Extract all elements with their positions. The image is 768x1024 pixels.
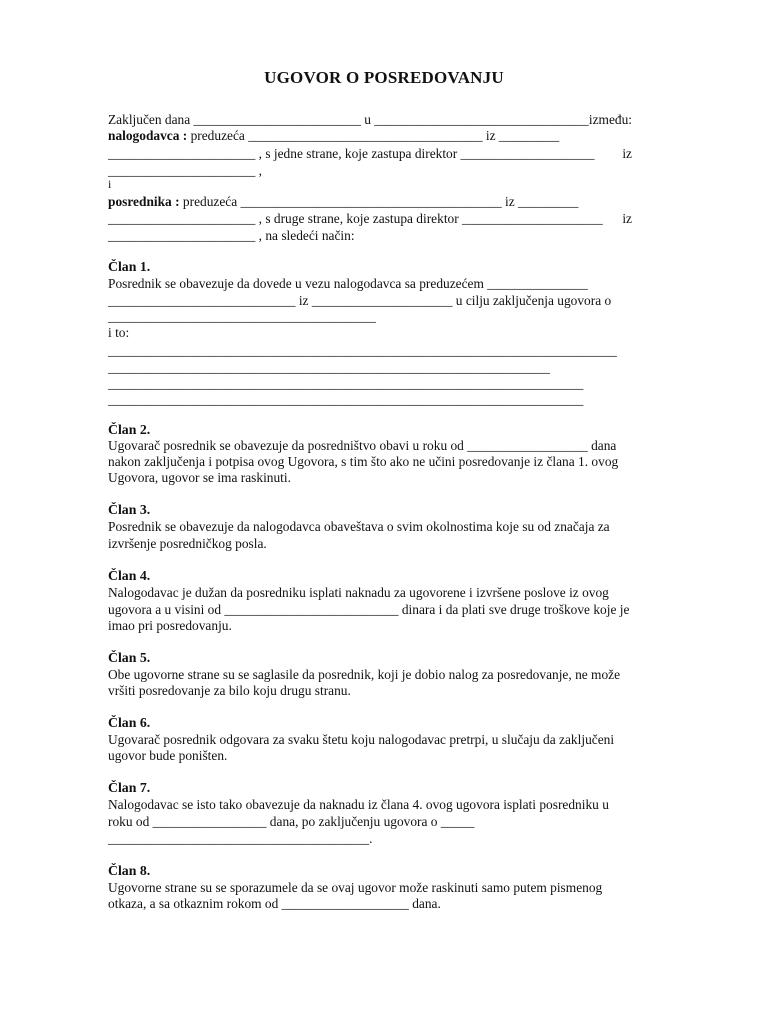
article-5-heading: Član 5. bbox=[108, 650, 151, 665]
article-2-heading: Član 2. bbox=[108, 422, 151, 437]
article-4-line: imao pri posredovanju. bbox=[108, 618, 232, 633]
article-1-line: __________________________________________________________________ bbox=[108, 360, 550, 375]
article-8-line: otkaza, a sa otkaznim rokom od ___________________ dana. bbox=[108, 896, 441, 911]
article-8-heading: Član 8. bbox=[108, 863, 151, 878]
intro-line-4: ______________________ , bbox=[108, 163, 262, 178]
intro-line-3-end: iz bbox=[622, 146, 632, 161]
intro-line-6 bbox=[108, 193, 578, 210]
article-4-line: Nalogodavac je dužan da posredniku isplati naknadu za ugovorene i izvršene poslove iz ovog bbox=[108, 585, 609, 600]
article-6-line: ugovor bude poništen. bbox=[108, 748, 228, 763]
article-1-line: _______________________________________________________________________ bbox=[108, 376, 584, 391]
article-1-line: Posrednik se obavezuje da dovede u vezu nalogodavca sa preduzećem _______________ bbox=[108, 276, 588, 291]
article-6-heading: Član 6. bbox=[108, 715, 151, 730]
article-3-line: Posrednik se obavezuje da nalogodavca obaveštava o svim okolnostima koje su od značaja za bbox=[108, 519, 610, 534]
intro-line-1 bbox=[108, 111, 632, 128]
article-1-line: _______________________________________________________________________ bbox=[108, 392, 584, 407]
article-3-line: izvršenje posredničkog posla. bbox=[108, 536, 267, 551]
article-6-line: Ugovarač posrednik odgovara za svaku štetu koju nalogodavac pretrpi, u slučaju da zaključeni bbox=[108, 732, 615, 747]
article-7-line: roku od _________________ dana, po zaključenju ugovora o _____ bbox=[108, 814, 475, 829]
document-title: UGOVOR O POSREDOVANJU bbox=[264, 68, 504, 87]
intro-line-7-text: ______________________ , s druge strane, koje zastupa direktor _____________________ bbox=[108, 211, 603, 226]
article-7-line: Nalogodavac se isto tako obavezuje da naknadu iz člana 4. ovog ugovora isplati posredniku u bbox=[108, 797, 609, 812]
intro-line-1-end: između: bbox=[588, 112, 632, 127]
article-4-line: ugovora a u visini od __________________________ dinara i da plati sve druge troškove koje je bbox=[108, 602, 630, 617]
intro-line-8: ______________________ , na sledeći način: bbox=[108, 228, 355, 243]
client-label: nalogodavca : bbox=[108, 128, 188, 143]
intro-line-3 bbox=[108, 145, 632, 162]
article-3-heading: Član 3. bbox=[108, 502, 151, 517]
article-1-heading: Član 1. bbox=[108, 259, 151, 274]
article-2-line: nakon zaključenja i potpisa ovog Ugovora, s tim što ako ne učini posredovanje iz člana 1. ovog bbox=[108, 454, 619, 469]
article-1-line: ____________________________________________________________________________ bbox=[108, 343, 617, 358]
article-7-heading: Član 7. bbox=[108, 780, 151, 795]
intro-line-3-text: ______________________ , s jedne strane, koje zastupa direktor ____________________ bbox=[108, 146, 595, 161]
article-5-line: Obe ugovorne strane su se saglasile da posrednik, koji je dobio nalog za posredovanje, ne može bbox=[108, 667, 621, 682]
intro-line-6-text: preduzeća _______________________________________ iz _________ bbox=[179, 194, 579, 209]
article-2-line: Ugovarač posrednik se obavezuje da posredništvo obavi u roku od __________________ dana bbox=[108, 438, 617, 453]
intro-line-7 bbox=[108, 210, 632, 227]
intermediary-label: posrednika : bbox=[108, 194, 180, 209]
intro-line-2 bbox=[108, 127, 559, 144]
intro-line-5: i bbox=[108, 177, 112, 191]
article-4-heading: Član 4. bbox=[108, 568, 151, 583]
article-5-line: vršiti posredovanje za bilo koju drugu stranu. bbox=[108, 683, 351, 698]
article-2-line: Ugovora, ugovor se ima raskinuti. bbox=[108, 470, 291, 485]
intro-line-7-end: iz bbox=[622, 211, 632, 226]
article-1-line: ________________________________________ bbox=[108, 309, 376, 324]
article-1-line: ____________________________ iz _____________________ u cilju zaključenja ugovora o bbox=[108, 293, 612, 308]
article-1-line: i to: bbox=[108, 325, 130, 340]
intro-line-1-text: Zaključen dana _________________________ u ________________________________ bbox=[108, 112, 589, 127]
article-8-line: Ugovorne strane su se sporazumele da se ovaj ugovor može raskinuti samo putem pismenog bbox=[108, 880, 603, 895]
intro-line-2-text: preduzeća ___________________________________ iz _________ bbox=[187, 128, 560, 143]
article-7-line: _______________________________________. bbox=[108, 831, 373, 846]
